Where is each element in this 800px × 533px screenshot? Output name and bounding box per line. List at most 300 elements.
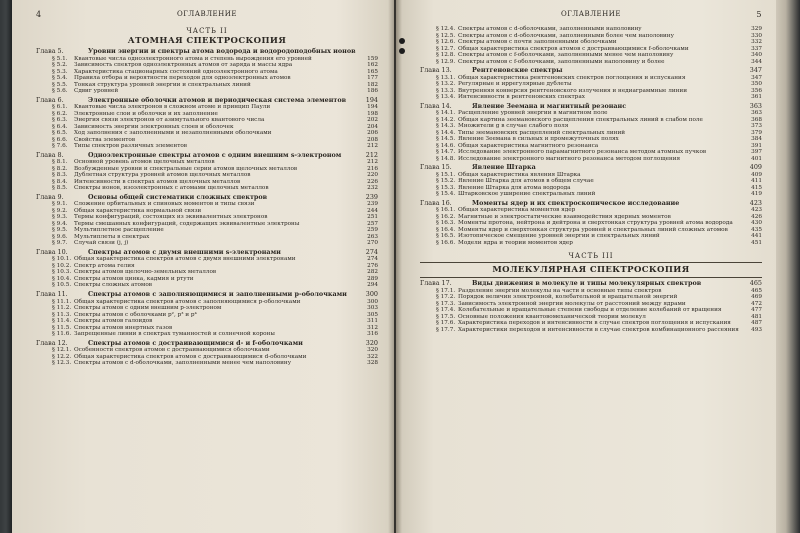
section-title: Зависимость электронной энергии молекулы от расстояний между ядрами [458, 300, 686, 307]
section-number: § 16.4. [436, 226, 456, 233]
section-number: § 15.2. [436, 178, 456, 185]
right-page-number: 5 [756, 10, 762, 19]
section-page: 177 [367, 75, 378, 82]
section-title: Спектры атомов щелочно-земельных металлов [74, 269, 217, 276]
toc-entry [36, 143, 378, 150]
chapter-page: 194 [365, 95, 378, 104]
section-page: 415 [751, 184, 762, 191]
section-title: Особенности спектров атомов с достраивающимися оболочками [74, 347, 270, 354]
section-number: § 10.4. [52, 275, 72, 282]
section-title: Внутренняя конверсия рентгеновского излучения и недиаграммные линии [458, 87, 687, 94]
section-number: § 12.6. [436, 39, 456, 45]
section-page: 294 [367, 282, 378, 289]
section-number: § 12.9. [436, 58, 456, 65]
section-number: § 10.2. [52, 262, 72, 269]
section-number: § 8.3. [52, 172, 68, 179]
section-number: § 9.2. [52, 207, 68, 214]
section-number: § 6.2. [52, 110, 68, 117]
toc-entry [420, 94, 762, 101]
section-page: 162 [367, 62, 378, 69]
section-number: § 12.2. [52, 353, 72, 360]
section-title: Зависимость спектров одноэлектронных атомов от заряда и массы ядра [74, 62, 293, 69]
section-page: 251 [367, 214, 378, 221]
toc-entry [36, 331, 378, 338]
toc-entry [420, 240, 762, 247]
section-page: 198 [367, 110, 378, 117]
section-number: § 13.2. [436, 81, 456, 88]
section-title: Основной уровень атомов щелочных металлов [74, 159, 215, 166]
chapter-page: 409 [749, 163, 762, 172]
section-page: 220 [367, 172, 378, 179]
section-title: Мультиплеты в спектрах [74, 233, 150, 240]
section-title: Квантовые числа электронов в сложном атоме и принцип Паули [74, 104, 271, 111]
section-page: 435 [751, 226, 762, 233]
chapter-label: Глава 5. [36, 47, 64, 55]
section-title: Исследование электронного магнитного резонанса методом поглощения [458, 155, 681, 162]
section-number: § 16.6. [436, 239, 456, 246]
section-title: Спектры атомов с d-оболочками, заполненными менее чем наполовину [74, 360, 292, 367]
section-title: Общая характеристика магнитного резонанса [458, 142, 599, 149]
left-running-head [36, 10, 378, 26]
section-title: Сложение орбитальных и спиновых моментов и типы связи [74, 201, 255, 208]
right-toc [420, 67, 762, 246]
section-page: 300 [367, 298, 378, 305]
section-title: Регулярные и иррегулярные дублеты [458, 81, 572, 88]
section-title: Спектры атомов цинка, кадмия и ртути [74, 275, 194, 282]
section-number: § 8.5. [52, 185, 68, 192]
section-page: 316 [367, 331, 378, 338]
section-title: Правила отбора и вероятности переходов для одноэлектронных атомов [74, 75, 291, 82]
section-number: § 8.1. [52, 159, 68, 166]
chapter-label: Глава 15. [420, 163, 452, 172]
section-number: § 11.4. [52, 318, 72, 325]
section-title: Явление Штарка для атома водорода [458, 184, 571, 191]
section-number: § 6.4. [52, 123, 68, 130]
section-number: § 9.1. [52, 201, 68, 208]
section-title: Ход заполнения с заполненными и незаполненными оболочками [74, 130, 272, 137]
section-title: Разделение энергии молекулы на части и основные типы спектров [458, 287, 662, 294]
section-page: 257 [367, 220, 378, 227]
section-number: § 14.2. [436, 116, 456, 123]
chapter-title: Одноэлектронные спектры атомов с одним внешним s-электроном [88, 150, 342, 159]
section-page: 244 [367, 207, 378, 214]
chapter-title: Уровни энергии и спектры атома водорода и водородоподобных ионов [88, 47, 356, 55]
section-number: § 6.6. [52, 136, 68, 143]
chapter-title: Рентгеновские спектры [472, 66, 563, 74]
section-number: § 14.7. [436, 149, 456, 156]
chapter-heading [420, 164, 762, 172]
section-title: Мультиплетное расщепление [74, 227, 164, 234]
section-title: Исследование электронного парамагнитного резонанса методом атомных пучков [458, 149, 707, 156]
section-page: 469 [751, 294, 762, 301]
section-page: 312 [367, 324, 378, 331]
chapter-label: Глава 12. [36, 338, 68, 347]
section-number: § 5.1. [52, 55, 68, 62]
section-number: § 17.5. [436, 313, 456, 320]
chapter-label: Глава 17. [420, 279, 452, 288]
section-number: § 13.1. [436, 74, 456, 81]
chapter-page: 465 [749, 279, 762, 288]
section-number: § 7.6. [52, 143, 68, 150]
section-title: Общая характеристика нормальной связи [74, 207, 202, 214]
book-spine [388, 0, 402, 533]
page-edges [776, 0, 800, 533]
section-title: Основные положения квантовомеханической теории молекул [458, 313, 646, 320]
section-title: Квантовые числа одноэлектронного атома и степень вырождения его уровней [74, 55, 312, 62]
section-page: 329 [751, 26, 762, 32]
section-number: § 11.2. [52, 305, 72, 312]
section-title: Спектры атомов с одним внешним p-электроном [74, 305, 222, 312]
section-number: § 12.7. [436, 45, 456, 52]
section-title: Зависимость энергии электронных слоев и оболочек [74, 123, 234, 130]
section-number: § 16.5. [436, 233, 456, 240]
section-title: Интенсивности в спектрах атомов щелочных металлов [74, 178, 241, 185]
part-iii-rule [420, 262, 762, 263]
section-page: 186 [367, 88, 378, 95]
section-page: 206 [367, 130, 378, 137]
section-number: § 15.1. [436, 171, 456, 178]
part-ii-label: ЧАСТЬ II [186, 27, 228, 35]
section-page: 239 [367, 201, 378, 208]
section-page: 409 [751, 171, 762, 178]
section-number: § 6.5. [52, 130, 68, 137]
section-title: Явление Зеемана в сильных и промежуточных полях [458, 136, 619, 143]
section-page: 212 [367, 159, 378, 166]
section-page: 350 [751, 81, 762, 88]
section-number: § 10.3. [52, 269, 72, 276]
section-number: § 8.2. [52, 165, 68, 172]
section-number: § 9.6. [52, 233, 68, 240]
section-title: Сдвиг уровней [74, 88, 119, 95]
section-page: 477 [751, 307, 762, 314]
section-page: 397 [751, 149, 762, 156]
section-title: Спектры атомов инертных газов [74, 324, 173, 331]
chapter-label: Глава 9. [36, 192, 64, 201]
section-page: 379 [751, 129, 762, 136]
section-number: § 16.1. [436, 207, 456, 214]
toc-entry [420, 156, 762, 163]
toc-entry [36, 360, 378, 367]
section-number: § 11.3. [52, 311, 72, 318]
section-page: 165 [367, 68, 378, 75]
toc-entry [420, 327, 762, 334]
section-number: § 9.7. [52, 240, 68, 247]
section-number: § 12.5. [436, 32, 456, 39]
chapter-title: Моменты ядер и их спектроскопическое исследование [472, 198, 680, 207]
part-iii-rule-bottom [420, 277, 762, 278]
section-title: Спектр атома гелия [74, 262, 135, 269]
chapter-page: 347 [749, 66, 762, 74]
chapter-title: Явление Зеемана и магнитный резонанс [472, 101, 627, 110]
section-page: 423 [751, 207, 762, 214]
section-title: Общая характеристика моментов ядер [458, 207, 576, 214]
section-page: 493 [751, 326, 762, 333]
chapter-title: Спектры атомов с двумя внешними s-электронами [88, 247, 281, 256]
section-page: 472 [751, 300, 762, 307]
section-title: Спектры атомов с d-оболочками, заполненными более чем наполовину [458, 32, 674, 39]
section-number: § 17.7. [436, 326, 456, 333]
left-page-number: 4 [36, 10, 42, 19]
section-number: § 15.4. [436, 191, 456, 198]
section-title: Штарковское уширение спектральных линий [458, 191, 596, 198]
section-number: § 14.4. [436, 129, 456, 136]
section-number: § 9.3. [52, 214, 68, 221]
section-number: § 10.5. [52, 282, 72, 289]
section-title: Явление Штарка для атомов в общем случае [458, 178, 594, 185]
section-page: 368 [751, 116, 762, 123]
section-number: § 12.4. [436, 26, 456, 32]
section-number: § 12.3. [52, 360, 72, 367]
section-title: Свойства элементов [74, 136, 136, 143]
chapter-heading [36, 152, 378, 160]
section-page: 303 [367, 305, 378, 312]
section-number: § 11.1. [52, 298, 72, 305]
section-page: 305 [367, 311, 378, 318]
section-number: § 17.6. [436, 320, 456, 327]
chapter-page [360, 48, 378, 56]
toc-entry [420, 59, 762, 66]
section-page: 465 [751, 287, 762, 294]
section-page: 232 [367, 185, 378, 192]
section-title: Общая характеристика спектров атомов с достраивающимися f-оболочками [458, 45, 689, 52]
section-page: 159 [367, 55, 378, 62]
section-page: 487 [751, 320, 762, 327]
chapter-title: Спектры атомов с достраивающимися d- и f-оболочками [88, 338, 303, 347]
section-number: § 17.3. [436, 300, 456, 307]
section-title: Электронные слои и оболочки и их заполнение [74, 110, 218, 117]
section-title: Магнитные и электростатические взаимодействия ядерных моментов [458, 213, 671, 220]
section-page: 441 [751, 233, 762, 240]
left-page [12, 0, 394, 533]
section-page: 361 [751, 94, 762, 101]
toc-entry [420, 191, 762, 198]
section-page: 411 [751, 178, 762, 185]
toc-entry [36, 185, 378, 192]
section-title: Моменты ядер и сверхтонкая структура уровней и спектральных линий сложных атомов [458, 226, 728, 233]
chapter-title: Виды движения в молекуле и типы молекулярных спектров [472, 279, 702, 288]
right-top-items [420, 26, 762, 65]
section-title: Тонкая структура уровней энергии и спектральных линий [74, 81, 251, 88]
section-page: 194 [367, 104, 378, 111]
toc-entry [36, 240, 378, 247]
section-page: 401 [751, 155, 762, 162]
section-title: Общая характеристика спектров атомов с достраивающимися d-оболочками [74, 353, 307, 360]
section-page: 344 [751, 58, 762, 65]
section-title: Общая картина зеемановского расщепления спектральных линий в слабом поле [458, 116, 703, 123]
chapter-page: 320 [365, 338, 378, 347]
section-page: 202 [367, 117, 378, 124]
chapter-label: Глава 8. [36, 150, 64, 159]
section-number: § 9.5. [52, 227, 68, 234]
section-number: § 6.3. [52, 117, 68, 124]
section-number: § 8.4. [52, 178, 68, 185]
section-title: Множители g в случае слабого поля [458, 123, 569, 130]
chapter-heading [420, 67, 762, 75]
section-title: Спектры атомов с f-оболочками, заполненными наполовину и более [458, 58, 665, 65]
binding-hole [399, 48, 405, 54]
section-number: § 9.4. [52, 220, 68, 227]
section-title: Характеристики переходов и интенсивности в случае спектров комбинационного рассеяния [458, 326, 739, 333]
section-title: Общая характеристика явления Штарка [458, 171, 581, 178]
chapter-page: 274 [365, 247, 378, 256]
section-page: 322 [367, 353, 378, 360]
chapter-heading [36, 97, 378, 105]
part-iii-toc [420, 280, 762, 333]
chapter-label: Глава 10. [36, 247, 68, 256]
section-number: § 16.2. [436, 213, 456, 220]
section-number: § 14.1. [436, 110, 456, 117]
section-title: Типы спектров различных элементов [74, 143, 187, 150]
section-number: § 14.6. [436, 142, 456, 149]
section-page: 263 [367, 233, 378, 240]
chapter-page: 239 [365, 192, 378, 201]
section-page: 274 [367, 256, 378, 263]
section-page: 451 [751, 239, 762, 246]
section-title: Спектры атомов галоидов [74, 318, 153, 325]
section-page: 481 [751, 313, 762, 320]
section-number: § 6.1. [52, 104, 68, 111]
section-title: Характеристика переходов и интенсивности в случае спектров поглощения и испускания [458, 320, 731, 327]
section-number: § 14.5. [436, 136, 456, 143]
left-running-title: ОГЛАВЛЕНИЕ [177, 10, 237, 18]
section-page: 330 [751, 32, 762, 39]
section-number: § 13.3. [436, 87, 456, 94]
right-page [396, 0, 776, 533]
section-page: 208 [367, 136, 378, 143]
chapter-page: 363 [749, 101, 762, 110]
section-title: Порядок величин электронной, колебательной и вращательной энергий [458, 294, 678, 301]
left-toc [36, 48, 378, 367]
section-page: 373 [751, 123, 762, 130]
chapter-heading [420, 103, 762, 111]
part-ii-title: АТОМНАЯ СПЕКТРОСКОПИЯ [127, 36, 287, 46]
section-title: Расщепление уровней энергии в магнитном поле [458, 110, 608, 117]
section-page: 204 [367, 123, 378, 130]
section-page: 340 [751, 52, 762, 58]
chapter-title: Электронные оболочки атомов и периодическая система элементов [88, 95, 347, 104]
chapter-page: 423 [749, 198, 762, 207]
section-title: Моменты протона, нейтрона и дейтрона и сверхтонкая структура уровней атома водорода [458, 220, 733, 227]
section-number: § 14.8. [436, 155, 456, 162]
section-page: 337 [751, 45, 762, 52]
section-title: Интенсивности в рентгеновских спектрах [458, 94, 585, 101]
section-title: Изотопическое смещение уровней энергии и спектральных линий [458, 233, 660, 240]
section-page: 276 [367, 262, 378, 269]
part-iii-label: ЧАСТЬ III [568, 252, 614, 261]
section-title: Термы смешанных конфигураций, содержащих эквивалентные электроны [74, 220, 300, 227]
section-page: 270 [367, 240, 378, 247]
chapter-title: Явление Штарка [472, 163, 536, 172]
section-title: Термы конфигураций, состоящих из эквивалентных электронов [74, 214, 268, 221]
section-number: § 5.3. [52, 68, 68, 75]
section-number: § 5.5. [52, 81, 68, 88]
section-page: 347 [751, 74, 762, 81]
section-title: Спектры атомов с d-оболочками, заполненными наполовину [458, 26, 642, 32]
section-number: § 10.1. [52, 256, 72, 263]
section-number: § 11.5. [52, 324, 72, 331]
section-page: 282 [367, 269, 378, 276]
section-page: 363 [751, 110, 762, 117]
section-number: § 15.3. [436, 184, 456, 191]
section-title: Спектры сложных атомов [74, 282, 152, 289]
section-title: Общая характеристика спектров атомов с двумя внешними электронами [74, 256, 296, 263]
part-iii-title: МОЛЕКУЛЯРНАЯ СПЕКТРОСКОПИЯ [492, 265, 690, 276]
binding-hole [399, 38, 405, 44]
section-title: Возбужденные уровни и спектральные серии атомов щелочных металлов [74, 165, 298, 172]
section-title: Спектры атомов с f-оболочками, заполненными менее чем наполовину [458, 52, 674, 58]
section-page: 332 [751, 39, 762, 45]
section-title: Модели ядра и теории моментов ядер [458, 239, 573, 246]
section-title: Энергия связи электронов от азимутального квантового числа [74, 117, 265, 124]
section-title: Случай связи (j, j) [74, 240, 129, 247]
section-page: 391 [751, 142, 762, 149]
section-title: Запрещенные линии в спектрах туманностей и солнечной короны [74, 331, 275, 338]
section-number: § 16.3. [436, 220, 456, 227]
section-page: 226 [367, 178, 378, 185]
section-title: Дублетная структура уровней атомов щелочных металлов [74, 172, 251, 179]
section-title: Колебательные и вращательные степени свободы и отделение колебаний от вращения [458, 307, 722, 314]
section-title: Спектры ионов, изоэлектронных с атомами щелочных металлов [74, 185, 269, 192]
section-title: Спектры атомов с почти заполненными оболочками [458, 39, 617, 45]
section-page: 419 [751, 191, 762, 198]
section-number: § 12.8. [436, 52, 456, 58]
section-page: 182 [367, 81, 378, 88]
section-page: 328 [367, 360, 378, 367]
chapter-heading [420, 280, 762, 288]
section-page: 311 [367, 318, 378, 325]
section-page: 259 [367, 227, 378, 234]
chapter-page: 212 [365, 150, 378, 159]
toc-entry [36, 88, 378, 95]
right-running-title: ОГЛАВЛЕНИЕ [561, 10, 621, 18]
section-number: § 14.3. [436, 123, 456, 130]
right-running-head [420, 10, 762, 26]
section-number: § 17.2. [436, 294, 456, 301]
section-page: 212 [367, 143, 378, 150]
section-number: § 5.6. [52, 88, 68, 95]
chapter-label: Глава 14. [420, 101, 452, 110]
chapter-heading [36, 291, 378, 299]
chapter-label: Глава 16. [420, 198, 452, 207]
section-title: Типы зеемановских расщеплений спектральных линий [458, 129, 626, 136]
section-title: Спектры атомов с оболочками p², p³ и p⁴ [74, 311, 197, 318]
chapter-heading [36, 48, 378, 56]
chapter-title: Спектры атомов с заполняющимися и заполненными p-оболочками [88, 289, 347, 298]
chapter-page: 300 [365, 289, 378, 298]
section-title: Общая характеристика спектров атомов с заполняющимися p-оболочками [74, 298, 301, 305]
section-page: 356 [751, 87, 762, 94]
section-number: § 13.4. [436, 94, 456, 101]
chapter-label: Глава 13. [420, 66, 452, 74]
section-number: § 17.4. [436, 307, 456, 314]
section-number: § 5.4. [52, 75, 68, 82]
section-title: Характеристика стационарных состояний одноэлектронного атома [74, 68, 278, 75]
section-number: § 12.1. [52, 347, 72, 354]
chapter-label: Глава 11. [36, 289, 68, 298]
section-page: 216 [367, 165, 378, 172]
chapter-label: Глава 6. [36, 95, 64, 104]
section-number: § 17.1. [436, 287, 456, 294]
section-number: § 11.6. [52, 331, 72, 338]
section-page: 384 [751, 136, 762, 143]
section-number: § 5.2. [52, 62, 68, 69]
section-title: Общая характеристика рентгеновских спектров поглощения и испускания [458, 74, 686, 81]
section-page: 289 [367, 275, 378, 282]
section-page: 320 [367, 347, 378, 354]
section-page: 430 [751, 220, 762, 227]
section-page: 426 [751, 213, 762, 220]
chapter-title: Основы общей систематики сложных спектров [88, 192, 268, 201]
